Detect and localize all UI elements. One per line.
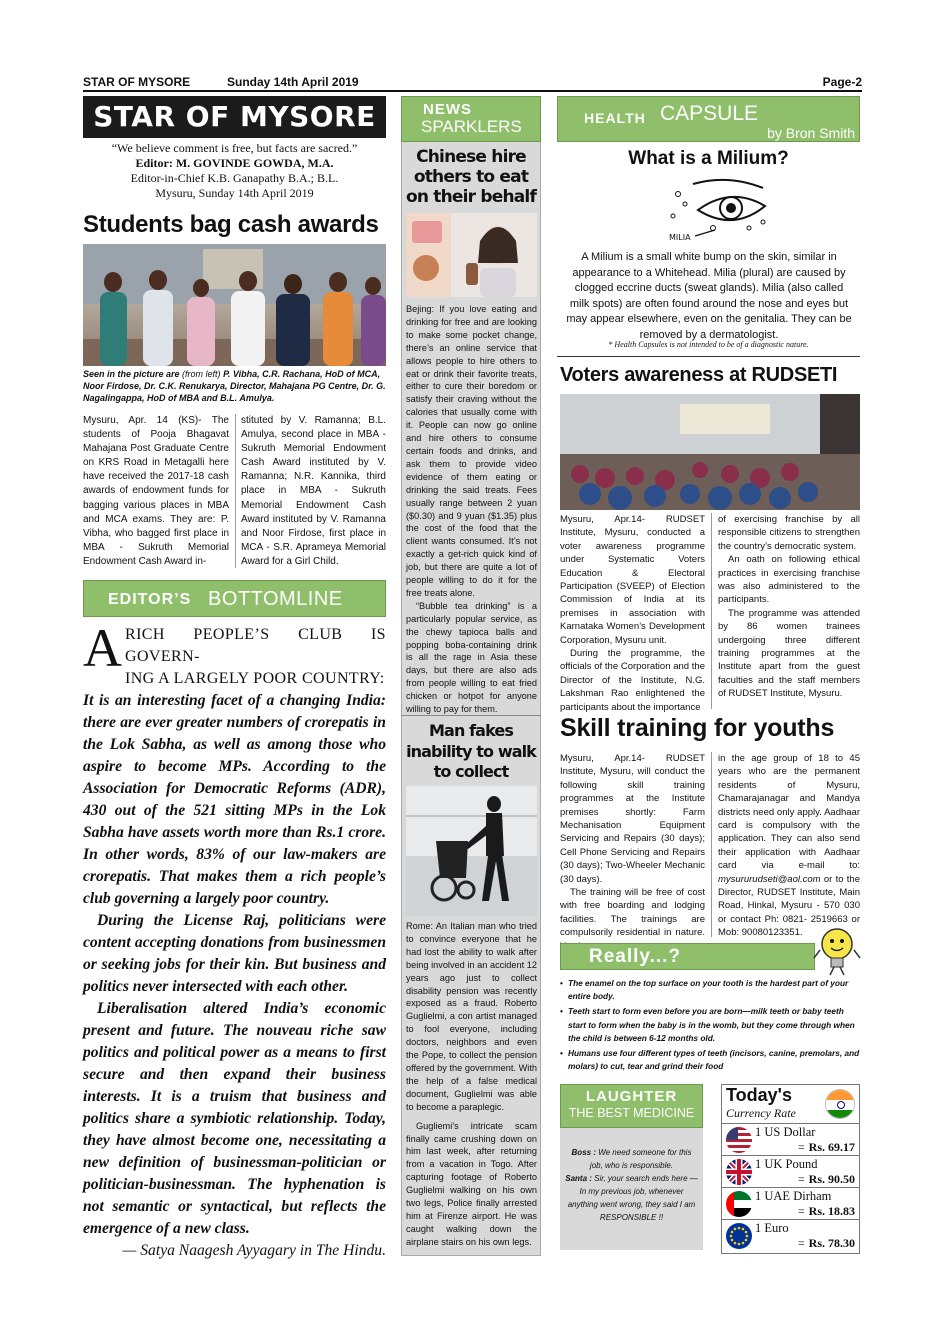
divider — [401, 715, 541, 716]
eye-illustration — [653, 176, 783, 246]
man-para-2: Gugliemi’s intricate scam finally came crushing down on him last week, after returning from a vacation in Togo. After capturing footage of Roberto Guglielmi walking on his own two legs, Police finally arrested him at Firenze airport. He was caught walking down the airplane stairs on his own legs. — [406, 1120, 537, 1247]
masthead-dateline: Mysuru, Sunday 14th April 2019 — [155, 186, 314, 200]
students-headline: Students bag cash awards — [83, 211, 379, 238]
voters-text-col-a — [560, 513, 705, 714]
health-band-light: CAPSULE — [660, 102, 759, 125]
us-flag-icon — [726, 1127, 752, 1153]
bottomline-attribution: — Satya Naagesh Ayyagary in The Hindu. — [122, 1242, 386, 1259]
currency-row-gbp — [722, 1155, 859, 1187]
uk-flag-icon — [726, 1159, 752, 1185]
man-story-text — [406, 920, 537, 1249]
equals-sign: = — [798, 1204, 805, 1218]
currency-value: Rs. 90.50 — [808, 1172, 855, 1186]
skill-para-b-tail: or to the Director, RUDSET Institute, Main Road, Hinkal, Mysuru - 570 030 or contact Ph: 0821- 2519663 or Mob: 90080123351. — [718, 873, 860, 939]
voters-photo-illustration — [560, 394, 860, 510]
laughter-joke — [560, 1128, 703, 1250]
editor-line: Editor: M. GOVINDE GOWDA, M.A. — [135, 156, 334, 170]
chinese-headline: Chinese hire others to eat on their behalf — [405, 147, 537, 207]
editors-band-light: BOTTOMLINE — [208, 588, 343, 610]
really-band-label: Really...? — [589, 946, 682, 967]
chinese-photo — [406, 213, 537, 297]
uae-flag-icon — [726, 1191, 752, 1217]
editor-in-chief-line: Editor-in-Chief K.B. Ganapathy B.A.; B.L. — [130, 171, 339, 185]
header-date: Sunday 14th April 2019 — [227, 75, 359, 89]
dropcap: A — [83, 618, 122, 678]
milium-body: A Milium is a small white bump on the skin, similar in appearance to a Whitehead. Milia (plural) are caused by clogged eccrine ducts (sweat glands). Milia (also called milk spots) are often found around the nose and eyes but may appear elsewhere, even on the genitalia. They can be removed by a dermatologist. — [566, 251, 852, 341]
really-fact: • The enamel on the top surface on your tooth is the hardest part of your entire body. — [560, 977, 863, 1003]
currency-subtitle: Currency Rate — [726, 1106, 796, 1120]
santa-line: Sir, your search ends here — In my previous job, whenever anything went wrong, they said I am RESPONSIBLE !! — [567, 1174, 698, 1222]
column-divider — [235, 414, 236, 568]
voters-para-a1: Mysuru, Apr.14- RUDSET Institute, Mysuru, conducted a voter awareness programme under Systematic Voters Education & Electoral Participation (SVEEP) of Election Commission of India at its premises in association with Karnataka Women’s Development Corporation, Mysuru unit. — [560, 514, 705, 646]
voters-headline: Voters awareness at RUDSETI — [560, 364, 838, 386]
students-text-col-b: stituted by V. Ramanna; B.L. Amulya, second place in MBA - Sukruth Memorial Endowment Cash Award instituted by V. Ramanna; N.R. Kannika, third place in MBA - Sukruth Memorial Endowment Cash Award instituted by V. Ramanna and Noor Firdose, first place in MCA - S.R. Aprameya Memorial Award for a Girl Child. — [241, 415, 386, 567]
currency-rate-box — [721, 1084, 860, 1254]
voters-para-b1: of exercising franchise by all responsible citizens to strengthen the country’s democratic system. — [718, 514, 860, 552]
currency-label: 1 Euro — [755, 1221, 789, 1235]
currency-title: Today's — [726, 1085, 792, 1105]
bottomline-para-3: Liberalisation altered India’s economic present and future. The nouveau riche saw politics and political power as a means to first secure and then expand their business interests. It is a truism that business and politics share a symbiotic relationship. Today, they have almost become one, necessitating a new definition of businessman-politician or politician-businessman. The hyphenation is not semantic or syntactical, but reflects the emergence of a new class. — [83, 1000, 386, 1237]
page-header — [83, 74, 862, 92]
skill-para-b1: in the age group of 18 to 45 years who are the permanent residents of Mysuru, Chamarajanagar and Mandya districts need only apply. Aadhaar card is compulsory with the application. They can also send their application with Aadhaar card via e-mail to: — [718, 753, 860, 872]
students-photo-illustration — [83, 244, 386, 366]
eye-drawing — [653, 176, 783, 246]
editors-bottomline-band — [83, 580, 386, 617]
skill-email[interactable]: mysururudseti@aol.com — [718, 873, 821, 885]
equals-sign: = — [798, 1140, 805, 1154]
students-photo — [83, 244, 386, 366]
skill-text-col-b — [718, 752, 860, 940]
chinese-photo-illustration — [406, 213, 537, 297]
voters-photo — [560, 394, 860, 510]
bottomline-para-1: It is an interesting facet of a changing India: there are ever greater numbers of crorepatis in the Lok Sabha, as well as among those who aspire to become MPs. According to the Association for Democratic Reforms (ADR), 430 out of the 521 sitting MPs in the Lok Sabha have assets worth more than Rs.1 crore. In other words, 83% of our law-makers are crorepatis. That makes them a rich people’s club governing a largely poor country. — [83, 692, 386, 907]
voters-para-b3: The programme was attended by 86 women trainees undergoing three different training programmes at the Institute apart from the guest faculties and the staff members of RUDSET Institute, Mysuru. — [718, 607, 860, 700]
really-fact: • Humans use four different types of teeth (incisors, canine, premolars, and molars) to cut, tear and grind their food — [560, 1047, 863, 1073]
man-headline: Man fakes inability to walk to collect — [406, 721, 536, 781]
editors-bottomline-article — [83, 618, 386, 1262]
news-sparklers-band — [401, 96, 541, 142]
currency-row-eur — [722, 1219, 859, 1251]
man-photo-illustration — [406, 786, 537, 916]
boss-line: We need someone for this job, who is responsible. — [589, 1148, 692, 1170]
equals-sign: = — [798, 1236, 805, 1250]
news-band-bold: NEWS — [423, 101, 472, 118]
man-para-1: Rome: An Italian man who tried to convince everyone that he had lost the ability to walk after being involved in an accident 12 years ago just to collect disability pension was recently exposed as a fraud. Roberto Guglielmi, a con artist managed to fool everyone, including doctors, neighbors and even the Pope, to collect the pension offered by the government. With the help of a false medical document, Guglielmi was able to become a paraplegic. — [406, 921, 537, 1112]
currency-label: 1 UK Pound — [755, 1157, 818, 1171]
milium-headline: What is a Milium? — [628, 148, 789, 169]
really-band — [560, 943, 815, 970]
lead-line-2: ING A LARGELY POOR COUNTRY: — [125, 670, 385, 687]
students-photo-caption — [83, 368, 386, 404]
currency-value: Rs. 69.17 — [808, 1140, 855, 1154]
column-divider — [711, 752, 712, 937]
laughter-band-bold: LAUGHTER — [585, 1088, 678, 1105]
caption-lead: Seen in the picture are — [83, 369, 180, 379]
milium-note: * Health Capsules is not intended to be of a diagnostic nature. — [608, 340, 809, 349]
india-flag-icon — [825, 1089, 855, 1119]
header-page-number: Page-2 — [822, 75, 862, 89]
laughter-band-light: THE BEST MEDICINE — [568, 1106, 695, 1120]
caption-body: P. Vibha, C.R. Rachana, HoD of MCA, Noor Firdose, Dr. C.K. Renukarya, Director, Mahajana PG Centre, Dr. G. Nagalingappa, HoD of MBA and B.L. Amulya. — [83, 369, 386, 403]
boss-label: Boss : — [571, 1148, 596, 1157]
voters-text-col-b — [718, 513, 860, 701]
chinese-para-2: “Bubble tea drinking” is a particularly popular service, as the chewy tapioca balls and popping boba-containing drink is all the rage in Asia these days, but there are also ads from people willing to eat fried chicken or hotpot for anyone willing to pay for them. — [406, 600, 537, 715]
laughter-band — [560, 1084, 703, 1128]
skill-para-a1: Mysuru, Apr.14- RUDSET Institute, Mysuru, will conduct the following skill training programmes at the Institute premises shortly: Farm Mechanisation Equipment Servicing and Repairs (30 days); Cell Phone Servicing and Repairs (30 days); Two-Wheeler Mechanic (30 days). — [560, 753, 705, 885]
chinese-para-1: Bejing: If you love eating and drinking for free and are looking to make some pocket change, there’s an online service that allows people to hire others to eat or drink their favorite treats, either to cure their boredom or satisfy their craving without the calories that usually come with it. People can now go online and hire others to consume certain foods and drinks, and ask them to provide video evidence of them eating or drinking the said treats. Fees usually range between 2 yuan ($0.30) and 9 yuan ($1.35) plus the cost of the food that the client wants consumed. It’s not exactly a get-rich quick kind of job, but there are quite a lot of people willing to do it for the free treats alone. — [406, 304, 537, 598]
currency-label: 1 US Dollar — [755, 1125, 816, 1139]
column-divider — [711, 513, 712, 709]
bottomline-para-2: During the License Raj, politicians were content accepting donations from businessmen or seeking jobs for their kin. But business and politics never intersected with each other. — [83, 912, 386, 995]
chinese-story-text — [406, 303, 537, 716]
milia-label: MILIA — [669, 233, 691, 242]
students-text-col-a: Mysuru, Apr. 14 (KS)- The students of Pooja Bhagavat Mahajana Post Graduate Centre on KRS Road in Metagalli here have received the 2017-18 cash awards of endowment funds for bagging various places in MBA and MCA exams. They are: P. Vibha, who bagged first place in MBA - Sukruth Memorial Endowment Cash Award in- — [83, 415, 229, 567]
editors-band-bold: EDITOR’S — [108, 591, 192, 608]
motto: “We believe comment is free, but facts are sacred.” — [111, 141, 358, 155]
divider — [557, 356, 860, 357]
lightbulb-drawing — [812, 924, 862, 976]
currency-row-usd — [722, 1123, 859, 1155]
equals-sign: = — [798, 1172, 805, 1186]
eu-flag-icon — [726, 1223, 752, 1249]
health-band-bold: HEALTH — [584, 110, 646, 126]
lead-line-1: RICH PEOPLE’S CLUB IS GOVERN- — [125, 626, 386, 665]
caption-from-left: (from left) — [182, 369, 221, 379]
currency-row-aed — [722, 1187, 859, 1219]
skill-headline: Skill training for youths — [560, 714, 835, 742]
currency-value: Rs. 78.30 — [808, 1236, 855, 1250]
masthead-title: STAR OF MYSORE — [83, 96, 386, 138]
really-facts-list — [560, 977, 863, 1075]
man-photo — [406, 786, 537, 916]
news-band-light: SPARKLERS — [421, 117, 522, 136]
currency-label: 1 UAE Dirham — [755, 1189, 832, 1203]
skill-text-col-a — [560, 752, 705, 953]
really-fact: • Teeth start to form even before you are born—milk teeth or baby teeth start to form when the baby is in the womb, but they come through when the child is between 6-12 months old. — [560, 1005, 863, 1045]
masthead-info — [83, 141, 386, 201]
health-capsule-band — [557, 96, 860, 142]
header-paper-name: STAR OF MYSORE — [83, 75, 191, 89]
skill-para-a2: The training will be free of cost with free boarding and lodging facilities. The trainings are compulsorily residential in nature. — [560, 887, 705, 939]
currency-value: Rs. 18.83 — [808, 1204, 855, 1218]
lightbulb-icon — [812, 924, 862, 976]
voters-para-a2: During the programme, the officials of the Corporation and the Director of the Institute, N.G. Lakshman Rao enlightened the participants about the importance — [560, 648, 705, 713]
santa-label: Santa : — [565, 1174, 592, 1183]
voters-para-b2: An oath on following ethical practices in exercising franchise was also administered to the participants. — [718, 554, 860, 606]
health-byline: by Bron Smith — [767, 125, 855, 141]
